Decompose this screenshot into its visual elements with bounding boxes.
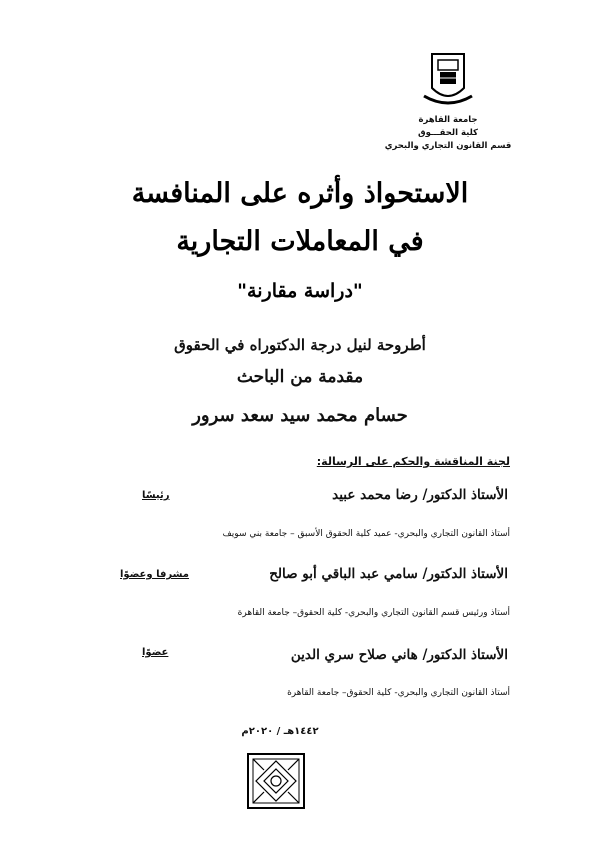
thesis-title-line2: في المعاملات التجارية <box>176 226 424 257</box>
committee-member-name: الأستاذ الدكتور/ رضا محمد عبيد <box>332 487 508 503</box>
department-name: قسم القانون التجاري والبحري <box>384 141 512 151</box>
committee-member-desc: أستاذ ورئيس قسم القانون التجاري والبحري- كلية الحقوق– جامعة القاهرة <box>237 608 510 618</box>
thesis-subtitle: "دراسة مقارنة" <box>237 280 363 302</box>
faculty-name: كلية الحقـــوق <box>418 128 478 138</box>
committee-member-role: عضوًا <box>142 647 169 658</box>
presented-by: مقدمة من الباحث <box>236 367 364 387</box>
cairo-university-logo-icon <box>418 48 478 112</box>
university-name: جامعة القاهرة <box>418 115 478 125</box>
committee-member-name: الأستاذ الدكتور/ سامي عبد الباقي أبو صالح <box>269 566 508 582</box>
committee-member-desc: أستاذ القانون التجاري والبحري- كلية الحقوق– جامعة القاهرة <box>287 688 510 698</box>
committee-heading: لجنة المناقشة والحكم على الرسالة: <box>316 455 510 468</box>
committee-member-role: مشرفا وعضوًا <box>120 569 189 580</box>
thesis-purpose: أطروحة لنيل درجة الدكتوراه في الحقوق <box>174 336 426 354</box>
committee-member-role: رئيسًا <box>142 490 170 501</box>
committee-member-desc: أستاذ القانون التجاري والبحري- عميد كلية الحقوق الأسبق – جامعة بني سويف <box>222 529 510 539</box>
hijri-gregorian-date: ١٤٤٢هـ / ٢٠٢٠م <box>241 726 319 737</box>
islamic-ornament-icon <box>247 753 305 809</box>
thesis-title-line1: الاستحواذ وأثره على المنافسة <box>131 178 469 209</box>
author-name: حسام محمد سيد سعد سرور <box>192 405 408 426</box>
committee-member-name: الأستاذ الدكتور/ هاني صلاح سري الدين <box>290 647 508 663</box>
